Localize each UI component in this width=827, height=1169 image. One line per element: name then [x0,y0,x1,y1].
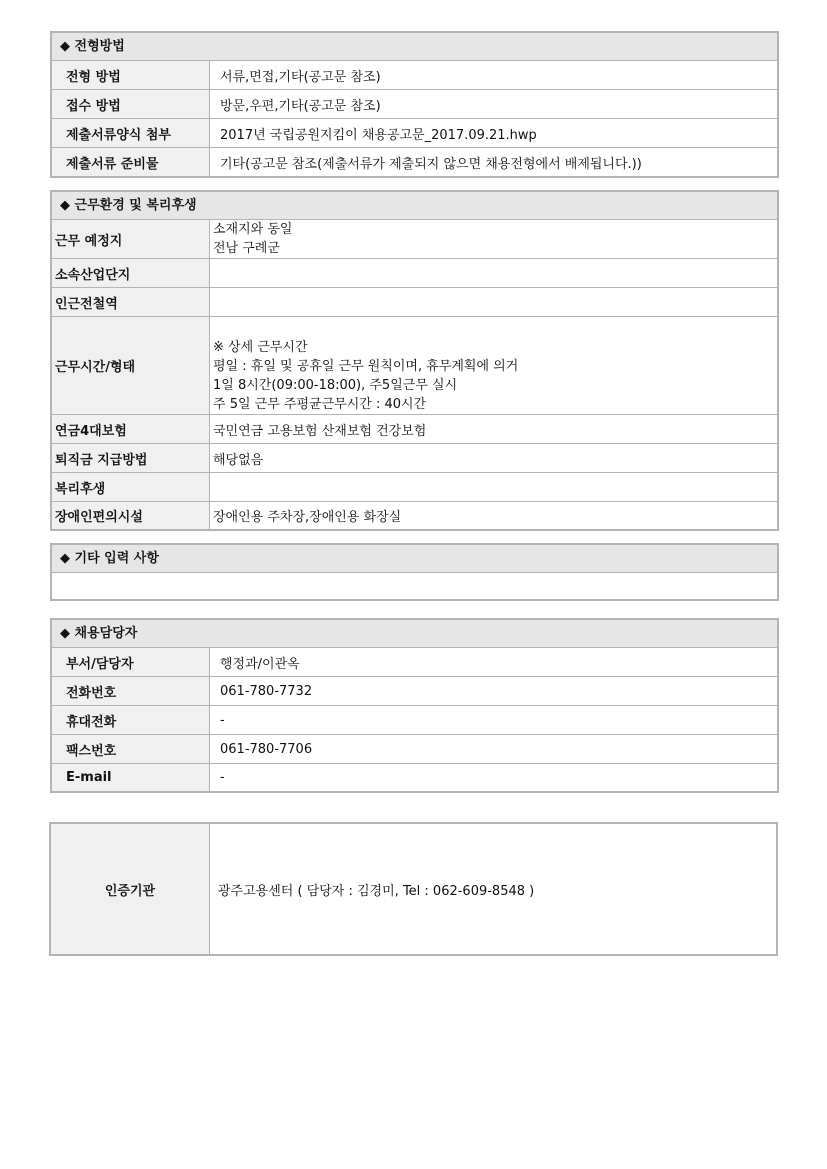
required-documents-label: 제출서류 준비물 [52,148,210,176]
phone-label: 전화번호 [52,677,210,705]
welfare-row [52,473,777,502]
work-hours-line: 평일 : 휴일 및 공휴일 근무 원칙이며, 휴무계획에 의거 [213,359,519,374]
other-info-value [52,573,777,599]
welfare-value [210,473,777,501]
severance-value: 해당없음 [213,452,264,468]
work-location-line: 소재지와 동일 [213,222,293,237]
work-hours-value [210,317,777,414]
application-method-value: 방문,우편,기타(공고문 참조) [220,98,381,114]
fax-label: 팩스번호 [52,735,210,763]
department-label: 부서/담당자 [52,648,210,676]
insurance-row [52,415,777,444]
work-location-line: 전남 구례군 [213,241,280,256]
work-location-value [210,220,777,258]
selection-method-row [52,61,777,90]
welfare-label: 복리후생 [52,473,210,501]
selection-section [50,31,779,178]
email-label: E-mail [52,764,210,791]
fax-row [52,735,777,764]
form-attachment-link[interactable]: 2017년 국립공원지킴이 채용공고문_2017.09.21.hwp [220,127,537,143]
work-hours-row [52,317,777,415]
required-documents-value: 기타(공고문 참조(제출서류가 제출되지 않으면 채용전형에서 배제됩니다.)) [220,156,642,172]
severance-row [52,444,777,473]
other-info-row [52,573,777,599]
recruiter-section [50,618,779,793]
selection-method-label: 전형 방법 [52,61,210,89]
nearby-station-label: 인근전철역 [52,288,210,316]
certification-label: 인증기관 [51,824,210,954]
application-method-label: 접수 방법 [52,90,210,118]
nearby-station-row [52,288,777,317]
work-hours-line: ※ 상세 근무시간 [213,340,308,355]
recruiter-section-title: ◆ 채용담당자 [52,620,777,648]
other-info-section-title: ◆ 기타 입력 사항 [52,545,777,573]
insurance-value: 국민연금 고용보험 산재보험 건강보험 [213,423,427,439]
certification-value: 광주고용센터 ( 담당자 : 김경미, Tel : 062-609-8548 ) [218,883,535,899]
selection-section-title: ◆ 전형방법 [52,33,777,61]
form-attachment-row [52,119,777,148]
industrial-complex-row [52,259,777,288]
work-environment-section [50,190,779,531]
work-environment-section-title: ◆ 근무환경 및 복리후생 [52,192,777,220]
mobile-label: 휴대전화 [52,706,210,734]
required-documents-row [52,148,777,176]
department-value: 행정과/이관옥 [220,656,300,672]
certification-row [51,824,776,954]
other-info-section [50,543,779,601]
work-location-row [52,220,777,259]
accessibility-value: 장애인용 주차장,장애인용 화장실 [213,510,402,525]
certification-section [49,822,778,956]
severance-label: 퇴직금 지급방법 [52,444,210,472]
fax-value: 061-780-7706 [220,741,313,757]
form-attachment-label: 제출서류양식 첨부 [52,119,210,147]
insurance-label: 연금4대보험 [52,415,210,443]
industrial-complex-label: 소속산업단지 [52,259,210,287]
accessibility-label: 장애인편의시설 [52,502,210,529]
mobile-row [52,706,777,735]
work-hours-line: 1일 8시간(09:00-18:00), 주5일근무 실시 [213,378,458,393]
phone-value: 061-780-7732 [220,683,313,699]
email-value: - [220,770,225,785]
work-hours-label: 근무시간/형태 [52,317,210,414]
accessibility-row [52,502,777,529]
mobile-value: - [220,712,225,728]
nearby-station-value [210,288,777,316]
application-method-row [52,90,777,119]
work-location-label: 근무 예정지 [52,220,210,258]
department-row [52,648,777,677]
work-hours-line: 주 5일 근무 주평균근무시간 : 40시간 [213,397,427,412]
phone-row [52,677,777,706]
selection-method-value: 서류,면접,기타(공고문 참조) [220,69,381,85]
industrial-complex-value [210,259,777,287]
email-row [52,764,777,791]
